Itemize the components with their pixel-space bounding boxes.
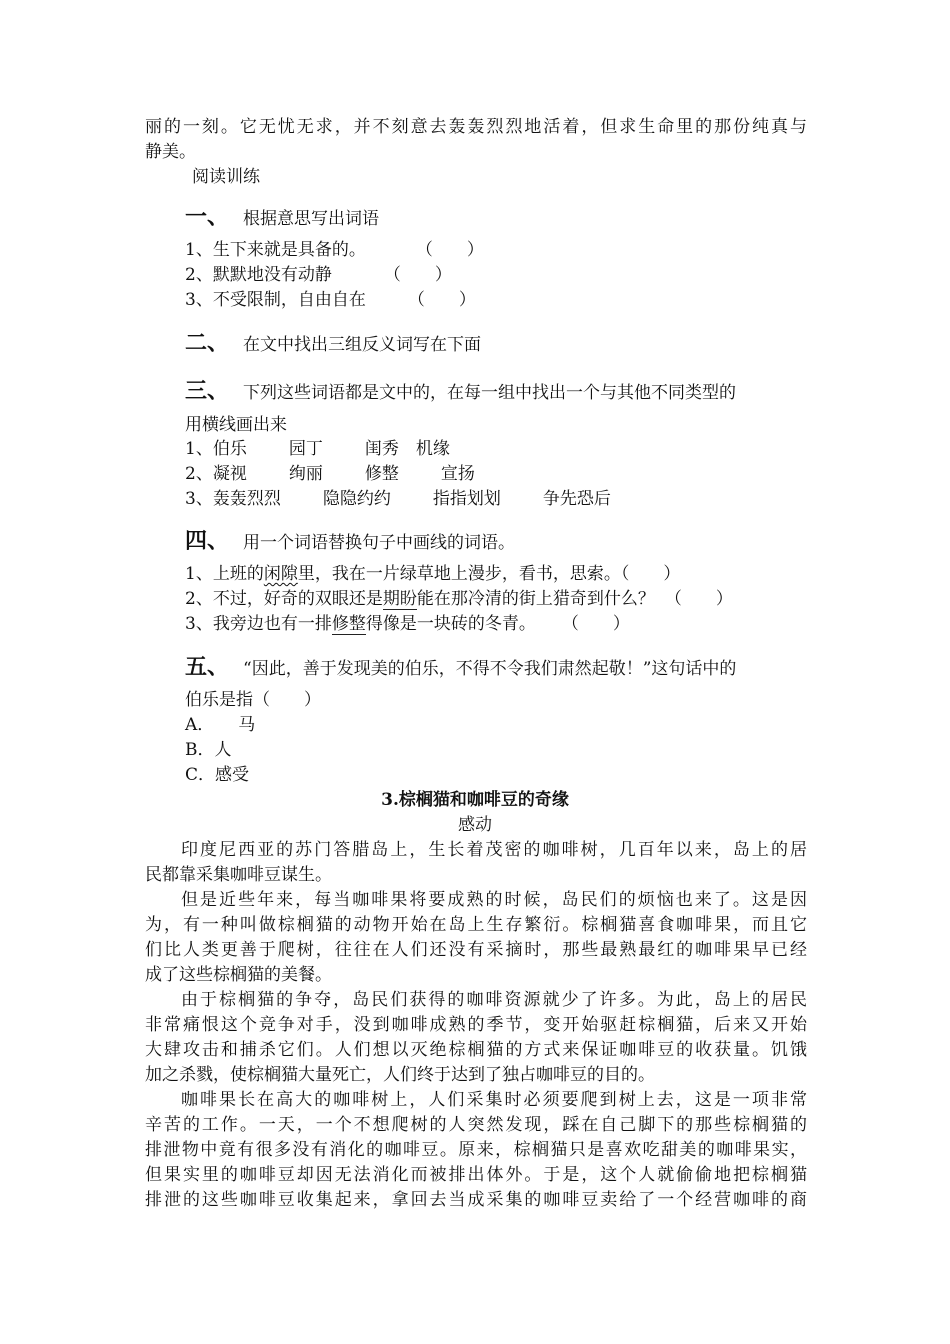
intro-line-1: 丽的一刻。它无忧无求，并不刻意去轰轰烈烈地活着，但求生命里的那份纯真与	[145, 117, 807, 137]
sentence-text: 3、我旁边也有一排	[185, 614, 332, 634]
word: 伯乐	[212, 439, 247, 459]
option-letter: A．	[185, 715, 215, 735]
section-5-number: 五、	[185, 655, 230, 680]
underlined-word: 修整	[331, 614, 366, 634]
row-label: 3、	[185, 489, 213, 509]
section-2-heading	[185, 326, 481, 357]
story-line: 排泄物中竟有很多没有消化的咖啡豆。原来，棕榈猫只是喜欢吃甜美的咖啡果实，	[145, 1140, 807, 1160]
answer-blank: （ ）	[383, 265, 452, 285]
story-line: 印度尼西亚的苏门答腊岛上，生长着茂密的咖啡树，几百年以来，岛上的居	[181, 840, 807, 860]
row-label: 1、	[185, 439, 213, 459]
word: 隐隐约约	[322, 489, 391, 509]
option-a	[185, 713, 255, 737]
section-4-item-2	[185, 587, 733, 611]
story-line: 为，有一种叫做棕榈猫的动物开始在岛上生存繁衍。棕榈猫喜食咖啡果，而且它	[145, 915, 807, 935]
section-1-number: 一、	[185, 205, 230, 230]
story-line: 由于棕榈猫的争夺，岛民们获得的咖啡资源就少了许多。为此，岛上的居民	[181, 990, 807, 1010]
section-3-number: 三、	[185, 379, 230, 404]
story-title: 3.棕榈猫和咖啡豆的奇缘	[381, 790, 569, 810]
section-4-item-1	[185, 562, 680, 586]
story-line: 成了这些棕榈猫的美餐。	[145, 965, 332, 985]
underlined-word: 期盼	[382, 589, 417, 609]
answer-blank: （ ）	[407, 290, 476, 310]
option-letter: B．	[185, 740, 215, 760]
section-4-heading	[185, 524, 515, 555]
section-1-title: 根据意思写出词语	[243, 209, 379, 229]
option-text: 马	[238, 715, 256, 735]
section-4-item-3	[185, 612, 630, 636]
sentence-text: 得像是一块砖的冬青。	[365, 614, 536, 634]
section-1-item-1	[185, 238, 484, 262]
section-4-number: 四、	[185, 529, 230, 554]
section-2-title: 在文中找出三组反义词写在下面	[243, 335, 481, 355]
item-text: 1、生下来就是具备的。	[185, 240, 366, 260]
option-text: 感受	[215, 765, 250, 785]
answer-blank: （ ）	[561, 614, 630, 634]
story-subtitle: 感动	[458, 815, 492, 835]
section-1-item-2	[185, 263, 452, 287]
option-letter: C．	[185, 765, 216, 785]
word: 宣扬	[440, 464, 475, 484]
underlined-word: 闲隙	[263, 564, 298, 584]
section-1-item-3	[185, 288, 476, 312]
sentence-text: 里，我在一片绿草地上漫步，看书，思索。	[297, 564, 621, 584]
sentence-text: 能在那冷清的街上猎奇到什么？	[416, 589, 655, 609]
story-line: 但果实里的咖啡豆却因无法消化而被排出体外。于是，这个人就偷偷地把棕榈猫	[145, 1165, 807, 1185]
option-text: 人	[214, 740, 232, 760]
intro-line-2: 静美。	[145, 142, 196, 162]
section-2-number: 二、	[185, 331, 230, 356]
word: 修整	[364, 464, 399, 484]
word: 指指划划	[432, 489, 501, 509]
story-line: 但是近些年来，每当咖啡果将要成熟的时候，岛民们的烦恼也来了。这是因	[181, 890, 807, 910]
section-3-row-1	[185, 437, 450, 461]
option-b	[185, 738, 232, 762]
section-3-row-3	[185, 487, 611, 511]
answer-blank: （ ）	[664, 589, 733, 609]
word: 争先恐后	[542, 489, 611, 509]
section-3-heading	[185, 374, 736, 405]
section-5-heading	[185, 650, 736, 681]
section-1-heading	[185, 200, 379, 231]
row-label: 2、	[185, 464, 213, 484]
section-5-title: “因此，善于发现美的伯乐，不得不令我们肃然起敬！”这句话中的	[243, 659, 737, 679]
story-line: 大肆攻击和捕杀它们。人们想以灭绝棕榈猫的方式来保证咖啡豆的收获量。饥饿	[145, 1040, 807, 1060]
word: 园丁	[288, 439, 323, 459]
word: 绚丽	[288, 464, 323, 484]
section-3-row-2	[185, 462, 475, 486]
section-4-title: 用一个词语替换句子中画线的词语。	[243, 533, 515, 553]
item-text: 2、默默地没有动静	[185, 265, 332, 285]
story-line: 咖啡果长在高大的咖啡树上，人们采集时必须要爬到树上去，这是一项非常	[181, 1090, 807, 1110]
story-line: 们比人类更善于爬树，往往在人们还没有采摘时，那些最熟最红的咖啡果早已经	[145, 940, 807, 960]
story-line: 辛苦的工作。一天，一个不想爬树的人突然发现，踩在自己脚下的那些棕榈猫的	[145, 1115, 807, 1135]
word: 机缘	[415, 439, 450, 459]
section-3-title: 下列这些词语都是文中的，在每一组中找出一个与其他不同类型的	[243, 383, 736, 403]
item-text: 3、不受限制，自由自在	[185, 290, 366, 310]
section-3-title-cont: 用横线画出来	[185, 415, 287, 435]
word: 凝视	[212, 464, 247, 484]
answer-blank: （ ）	[620, 564, 681, 584]
story-line: 民都靠采集咖啡豆谋生。	[145, 865, 332, 885]
reading-title: 阅读训练	[192, 167, 260, 187]
sentence-text: 1、上班的	[185, 564, 264, 584]
option-c	[185, 763, 249, 787]
section-5-title-cont: 伯乐是指（ ）	[185, 690, 321, 710]
word: 轰轰烈烈	[212, 489, 281, 509]
story-line: 排泄的这些咖啡豆收集起来，拿回去当成采集的咖啡豆卖给了一个经营咖啡的商	[145, 1190, 807, 1210]
story-line: 非常痛恨这个竞争对手，没到咖啡成熟的季节，变开始驱赶棕榈猫，后来又开始	[145, 1015, 807, 1035]
answer-blank: （ ）	[415, 240, 484, 260]
sentence-text: 2、不过，好奇的双眼还是	[185, 589, 383, 609]
story-line: 加之杀戮，使棕榈猫大量死亡，人们终于达到了独占咖啡豆的目的。	[145, 1065, 655, 1085]
word: 闺秀	[364, 439, 399, 459]
